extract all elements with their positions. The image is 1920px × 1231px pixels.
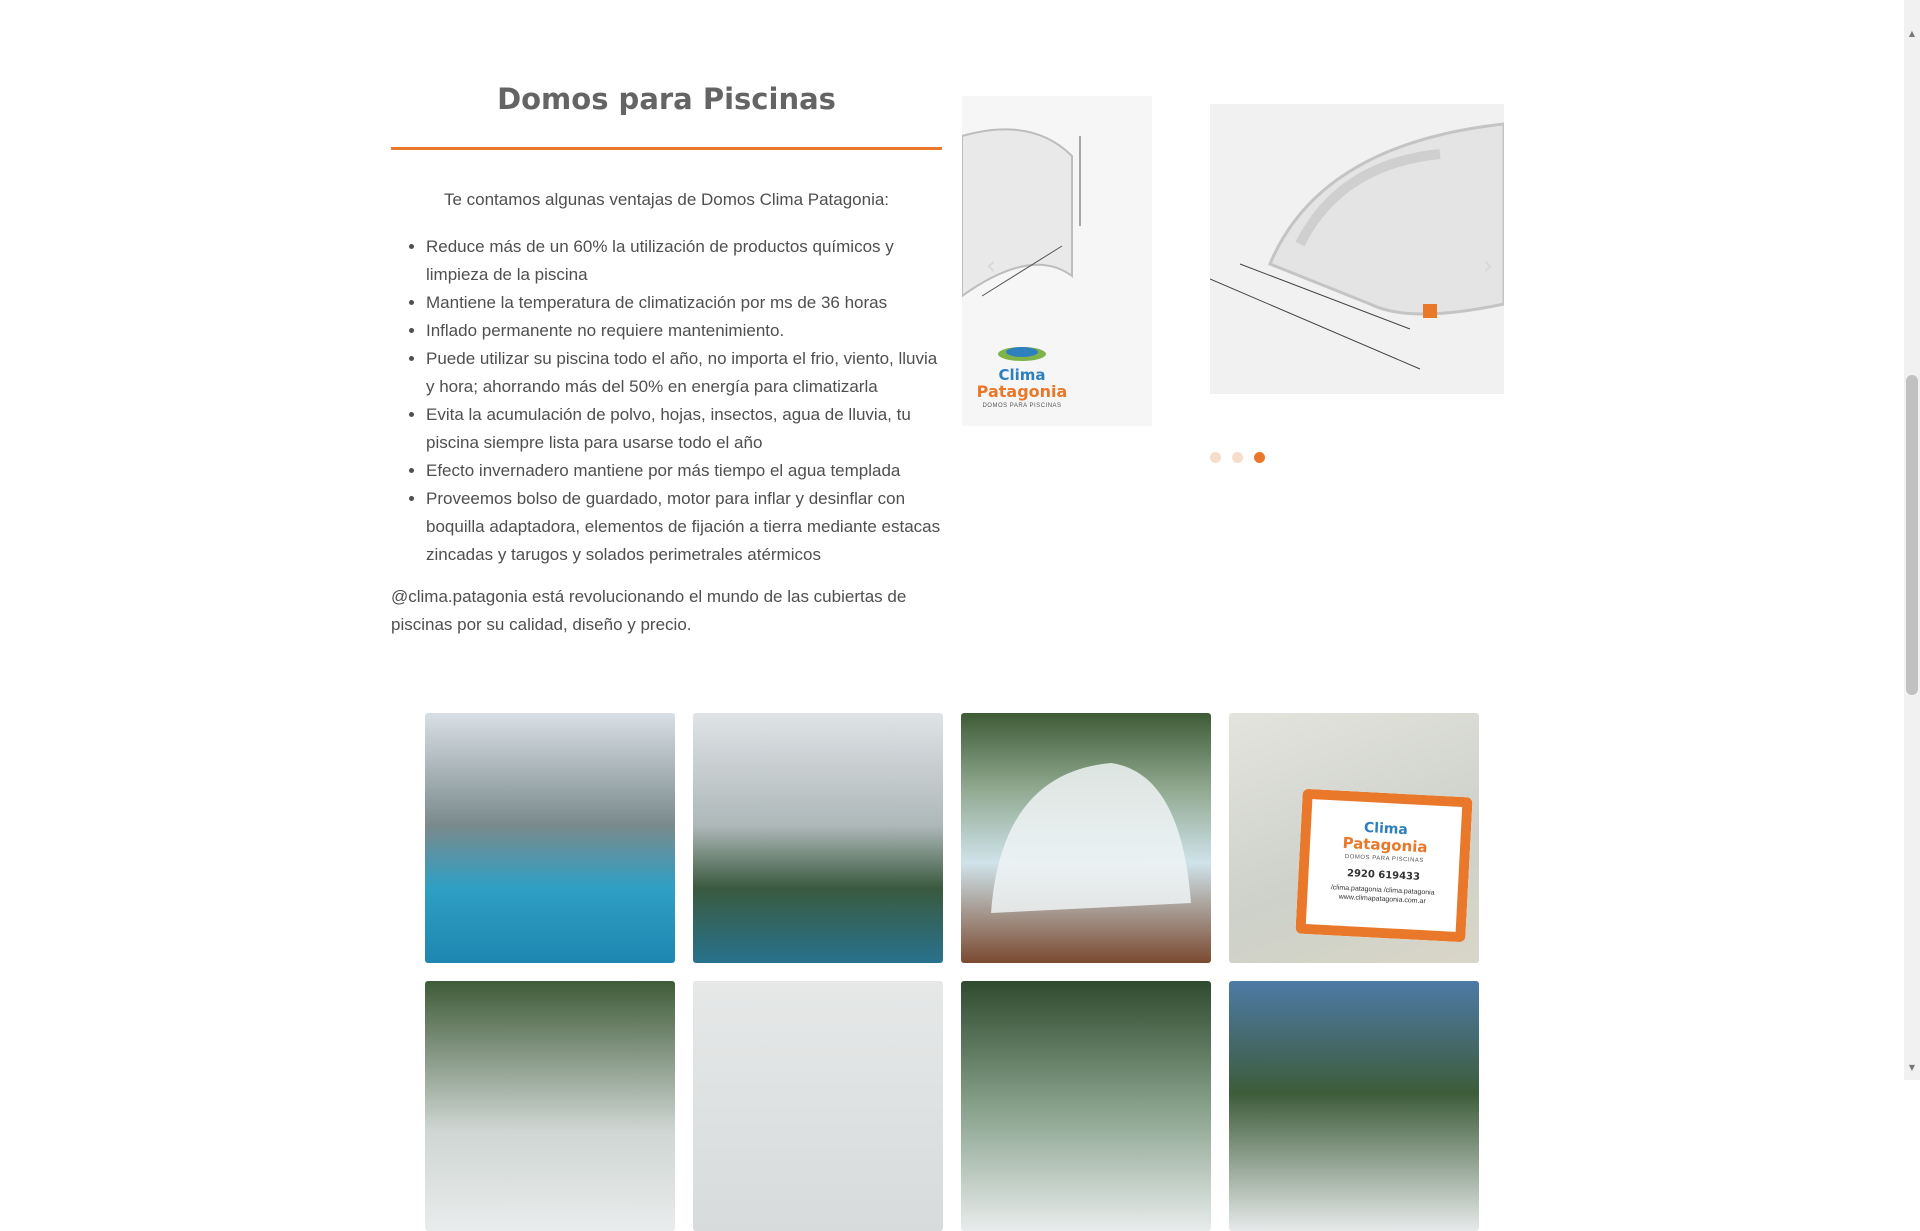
gallery-photo[interactable] bbox=[425, 713, 675, 963]
gallery-photo[interactable] bbox=[1229, 713, 1479, 963]
product-carousel[interactable] bbox=[962, 96, 1504, 476]
dome-diagram bbox=[1210, 104, 1504, 394]
carousel-dot-2[interactable] bbox=[1232, 452, 1243, 463]
gallery-photo[interactable] bbox=[693, 981, 943, 1231]
logo-word-clima: Clima bbox=[998, 366, 1046, 384]
list-item: • Evita la acumulación de polvo, hojas, insectos, agua de lluvia, tu piscina siempre lista para usarse todo el año bbox=[426, 401, 942, 457]
scroll-down-icon[interactable]: ▼ bbox=[1908, 1063, 1916, 1072]
card-phone: 2920 619433 bbox=[1346, 868, 1421, 883]
gallery-photo[interactable] bbox=[961, 713, 1211, 963]
carousel-viewport bbox=[962, 96, 1504, 426]
list-item: • Inflado permanente no requiere mantenimiento. bbox=[426, 317, 942, 345]
card-social: /clima.patagonia /clima.patagonia bbox=[1330, 884, 1435, 897]
gallery-photo[interactable] bbox=[693, 713, 943, 963]
card-word-clima: Clima bbox=[1363, 819, 1409, 839]
list-item: • Proveemos bolso de guardado, motor para inflar y desinflar con boquilla adaptadora, elementos de fijación a tierra mediante estacas zincadas y tarugos y solados perimetrales atérmicos bbox=[426, 485, 942, 569]
scroll-up-icon[interactable]: ▲ bbox=[1908, 29, 1916, 38]
list-item: • Mantiene la temperatura de climatización por ms de 36 horas bbox=[426, 289, 942, 317]
chevron-right-icon[interactable]: › bbox=[1482, 251, 1494, 281]
title-divider bbox=[391, 147, 942, 150]
logo-tagline: DOMOS PARA PISCINAS bbox=[982, 403, 1062, 409]
list-item: • Efecto invernadero mantiene por más tiempo el agua templada bbox=[426, 457, 942, 485]
closing-text: @clima.patagonia está revolucionando el mundo de las cubiertas de piscinas por su calidad, diseño y precio. bbox=[391, 587, 907, 634]
content-column bbox=[391, 70, 942, 639]
logo-graphic bbox=[992, 340, 1052, 362]
carousel-dot-1[interactable] bbox=[1210, 452, 1221, 463]
benefits-list bbox=[391, 233, 942, 569]
list-item: • Reduce más de un 60% la utilización de productos químicos y limpieza de la piscina bbox=[426, 233, 942, 289]
dome-photo-graphic bbox=[961, 713, 1211, 963]
card-web: www.climapatagonia.com.ar bbox=[1338, 893, 1426, 906]
scrollbar-thumb[interactable] bbox=[1906, 375, 1918, 695]
gallery-photo[interactable] bbox=[1229, 981, 1479, 1231]
brand-card bbox=[1295, 789, 1472, 943]
clima-patagonia-logo bbox=[972, 340, 1072, 411]
carousel-dots bbox=[1210, 452, 1270, 466]
section-title: Domos para Piscinas bbox=[497, 82, 836, 116]
logo-word-patagonia: Patagonia bbox=[976, 382, 1068, 401]
gallery-photo[interactable] bbox=[961, 981, 1211, 1231]
intro-text: Te contamos algunas ventajas de Domos Clima Patagonia: bbox=[443, 190, 890, 209]
list-item: • Puede utilizar su piscina todo el año, no importa el frio, viento, lluvia y hora; ahorrando más del 50% en energía para climatizarla bbox=[426, 345, 942, 401]
chevron-left-icon[interactable]: ‹ bbox=[985, 251, 997, 281]
page-scrollbar[interactable] bbox=[1904, 0, 1920, 1080]
carousel-dot-3[interactable] bbox=[1254, 452, 1265, 463]
carousel-slide-active bbox=[1210, 104, 1504, 394]
card-word-patagonia: Patagonia bbox=[1342, 833, 1428, 857]
card-tagline: DOMOS PARA PISCINAS bbox=[1344, 853, 1424, 865]
brand-badge bbox=[1423, 304, 1437, 318]
gallery-photo[interactable] bbox=[425, 981, 675, 1231]
